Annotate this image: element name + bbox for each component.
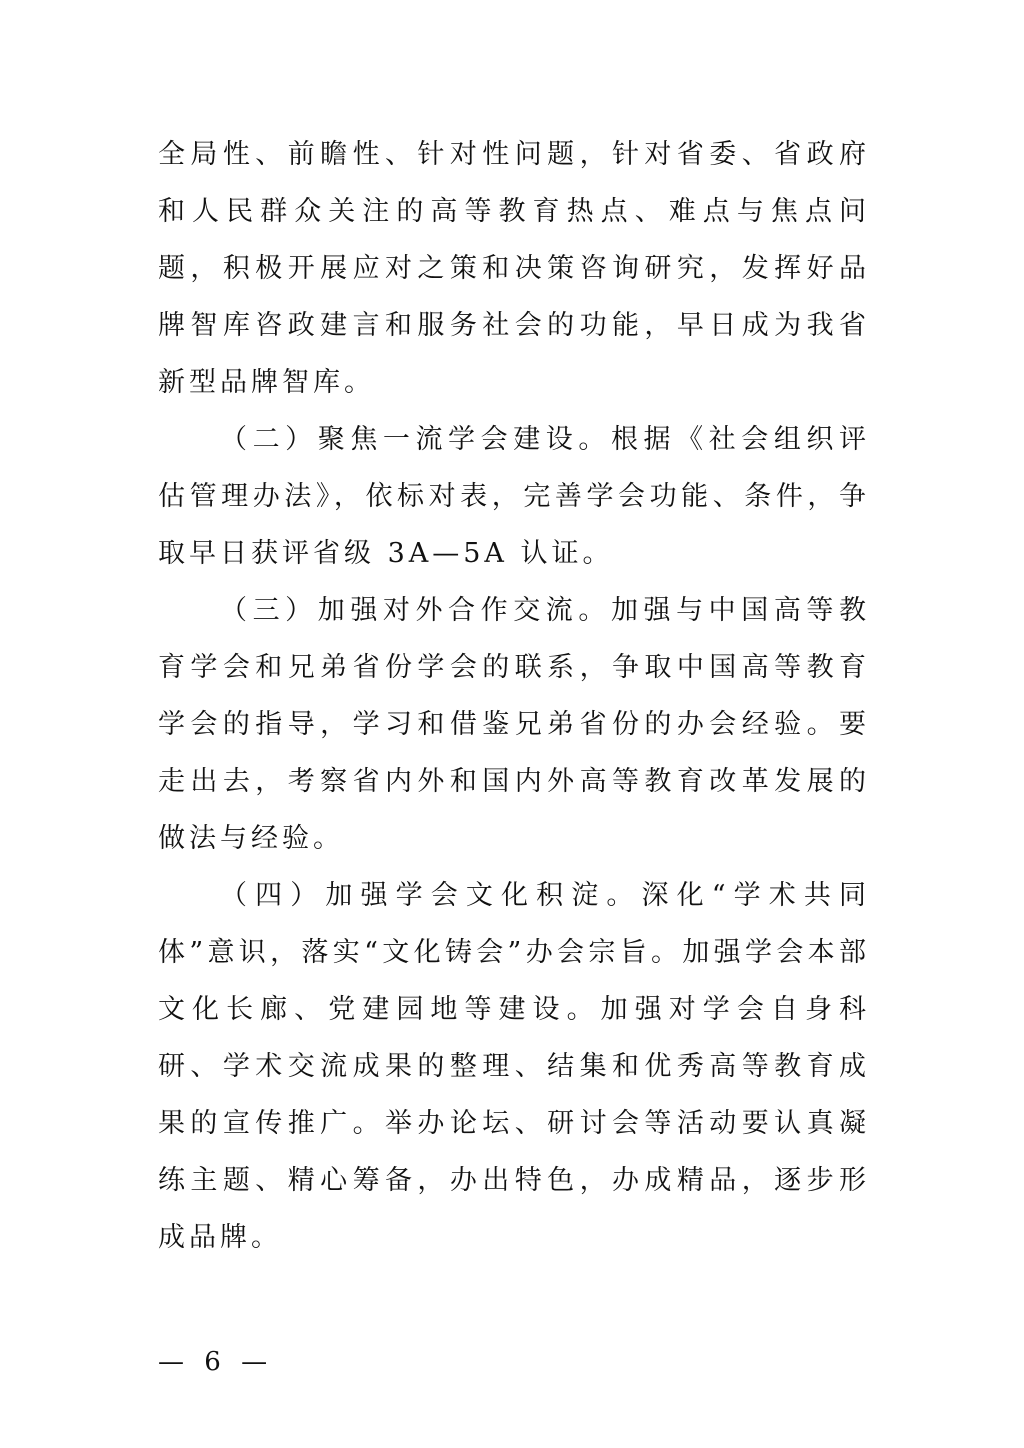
paragraph-section-2: （二）聚焦一流学会建设。根据《社会组织评估管理办法》，依标对表，完善学会功能、条件，争取早日获评省级 3A—5A 认证。: [158, 424, 870, 569]
page-number: — 6 —: [158, 1347, 274, 1377]
document-body: [158, 126, 870, 1266]
paragraph-section-4: （四）加强学会文化积淀。深化“学术共同体”意识，落实“文化铸会”办会宗旨。加强学会本部文化长廊、党建园地等建设。加强对学会自身科研、学术交流成果的整理、结集和优秀高等教育成果的宣传推广。举办论坛、研讨会等活动要认真凝练主题、精心筹备，办出特色，办成精品，逐步形成品牌。: [158, 880, 870, 1253]
paragraph-continuation: 全局性、前瞻性、针对性问题，针对省委、省政府和人民群众关注的高等教育热点、难点与焦点问题，积极开展应对之策和决策咨询研究，发挥好品牌智库咨政建言和服务社会的功能，早日成为我省新型品牌智库。: [158, 139, 870, 398]
paragraph-section-3: （三）加强对外合作交流。加强与中国高等教育学会和兄弟省份学会的联系，争取中国高等教育学会的指导，学习和借鉴兄弟省份的办会经验。要走出去，考察省内外和国内外高等教育改革发展的做法与经验。: [158, 595, 870, 854]
